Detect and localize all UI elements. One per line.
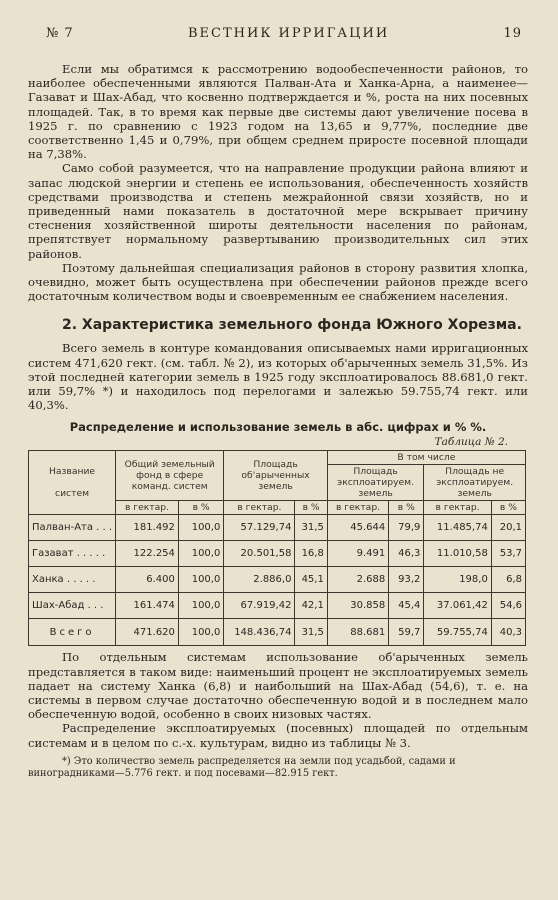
paragraph: Распределение эксплоатируемых (посевных) площадей по отдельным системам и в целом по с.-х. культурам, видно из таблицы № 3. <box>28 721 528 750</box>
header-exploited: Площадь эксплоатируем. земель <box>327 465 424 501</box>
issue-number: № 7 <box>46 26 74 41</box>
paragraph: Само собой разумеется, что на направление продукции района влияют и запас людской энергии и степень ее использования, обеспеченность хозяйств средствами производства и степень межрайонной связи хозяйств, но и приведенный нами показатель в достаточной мере вскрывает причину стеснения хозяйственной широты деятельности населения по районам, препятствует нормальному развертыванию производительных сил этих районов. <box>28 161 528 261</box>
header-irrigated: Площадь об'арыченных земель <box>224 451 327 501</box>
land-distribution-table <box>28 450 526 646</box>
table-label: Таблица № 2. <box>434 436 508 449</box>
page-number: 19 <box>503 26 522 41</box>
footnote: *) Это количество земель распределяется на земли под усадьбой, садами и виноградниками—5.776 гект. и под посевами—82.915 гект. <box>28 755 456 779</box>
header-unit-pct: в % <box>295 501 327 515</box>
header-unit-pct: в % <box>178 501 223 515</box>
section-heading: 2. Характеристика земельного фонда Южного Хорезма. <box>62 317 522 334</box>
header-unit-ha: в гектар. <box>224 501 295 515</box>
header-unit-ha: в гектар. <box>116 501 179 515</box>
table-row: Ханка . . . . . 6.400 100,0 2.886,0 45,1 2.688 93,2 198,0 6,8 <box>29 567 526 593</box>
paragraph: Поэтому дальнейшая специализация районов в сторону развития хлопка, очевидно, может быть осуществлена при обеспечении районов прежде всего достаточным количеством воды и своевременным ее снабжением населения. <box>28 260 528 304</box>
table-total-row: Всего 471.620 100,0 148.436,74 31,5 88.681 59,7 59.755,74 40,3 <box>29 619 526 646</box>
header-unit-ha: в гектар. <box>424 501 491 515</box>
table-title: Распределение и использование земель в абс. цифрах и % %. <box>69 420 487 435</box>
table-row: Шах-Абад . . . 161.474 100,0 67.919,42 42,1 30.858 45,4 37.061,42 54,6 <box>29 593 526 619</box>
header-unit-pct: в % <box>491 501 525 515</box>
header-including: В том числе <box>327 451 525 465</box>
header-unit-pct: в % <box>389 501 424 515</box>
paragraph: Если мы обратимся к рассмотрению водообеспеченности районов, то наиболее обеспеченными являются Палван-Ата и Ханка-Арна, а наименее—Газават и Шах-Абад, что косвенно подтверждается и %, роста на них посевных площадей. Так, в то время как первые две системы дают увеличение посева в 1925 г. по сравнению с 1923 годом на 13,65 и 9,77%, последние две соответственно 1,45 и 0,79%, при общем среднем приросте посевной площади на 7,38%. <box>28 62 528 162</box>
header-total-fund: Общий земельный фонд в сфере команд. систем <box>116 451 224 501</box>
paragraph: По отдельным системам использование об'арыченных земель представляется в таком виде: наименьший процент не эксплоатируемых земель падает на систему Ханка (6,8) и наибольший на Шах-Абад (54,6), т. е. на системы в первом случае достаточно обеспеченную водой и в последнем мало обеспеченную водой, особенно в своих низовых частях. <box>28 650 528 722</box>
journal-title: ВЕСТНИК ИРРИГАЦИИ <box>188 26 390 41</box>
header-not-exploited: Площадь не эксплоатируем. земель <box>424 465 526 501</box>
header-unit-ha: в гектар. <box>327 501 388 515</box>
table-row: Палван-Ата . . . 181.492 100,0 57.129,74 31,5 45.644 79,9 11.485,74 20,1 <box>29 515 526 541</box>
table-row: Газават . . . . . 122.254 100,0 20.501,58 16,8 9.491 46,3 11.010,58 53,7 <box>29 541 526 567</box>
page-header <box>46 26 522 41</box>
header-name: Название систем <box>29 451 116 515</box>
paragraph: Всего земель в контуре командования описываемых нами ирригационных систем 471,620 гект. (см. табл. № 2), из которых об'арыченных земель 31,5%. Из этой последней категории земель в 1925 году эксплоатировалось 88.681,0 гект. или 59,7% *) и находилось под перелогами и залежью 59.755,74 гект. или 40,3%. <box>28 341 528 413</box>
